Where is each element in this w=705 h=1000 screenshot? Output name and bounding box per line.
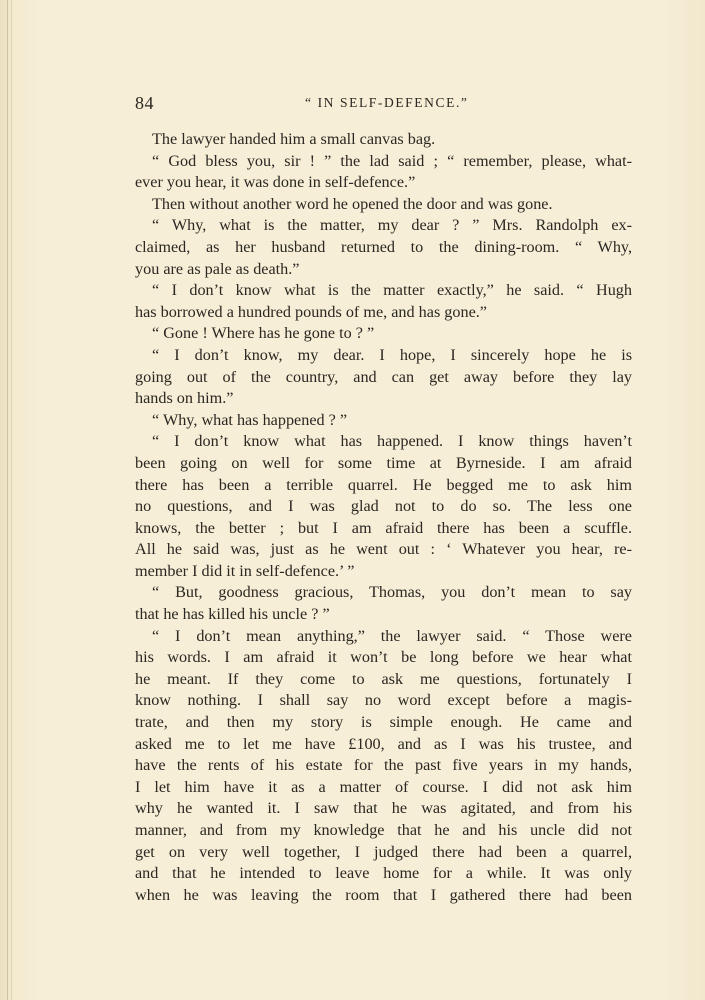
text-line: All he said was, just as he went out : ‘ Whatever you hear, re- (135, 540, 632, 559)
text-line: “ Why, what is the matter, my dear ? ” Mrs. Randolph ex- (152, 216, 632, 235)
text-line: that he has killed his uncle ? ” (135, 605, 330, 624)
body-text (135, 129, 632, 906)
text-line: “ I don’t mean anything,” the lawyer said. “ Those were (152, 626, 632, 645)
text-line: you are as pale as death.” (135, 259, 300, 278)
text-line: I let him have it as a matter of course. I did not ask him (135, 777, 632, 796)
text-line: “ But, goodness gracious, Thomas, you don’t mean to say (152, 583, 632, 602)
text-line: knows, the better ; but I am afraid there has been a scuffle. (135, 518, 632, 537)
binding-edge-inner (11, 0, 12, 1000)
text-line: going out of the country, and can get away before they lay (135, 367, 632, 386)
text-line: hands on him.” (135, 389, 234, 408)
text-line: asked me to let me have £100, and as I was his trustee, and (135, 734, 632, 753)
text-line: “ God bless you, sir ! ” the lad said ; “ remember, please, what- (152, 151, 632, 170)
text-line: there has been a terrible quarrel. He begged me to ask him (135, 475, 632, 494)
text-line: get on very well together, I judged there had been a quarrel, (135, 842, 632, 861)
text-line: “ Why, what has happened ? ” (152, 410, 348, 429)
text-line: “ Gone ! Where has he gone to ? ” (152, 324, 375, 343)
text-line: “ I don’t know what is the matter exactly,” he said. “ Hugh (152, 281, 632, 300)
text-line: and that he intended to leave home for a while. It was only (135, 864, 632, 883)
text-line: ever you hear, it was done in self-defence.” (135, 173, 416, 192)
page-number: 84 (135, 93, 154, 113)
text-line: “ I don’t know what has happened. I know things haven’t (152, 432, 632, 451)
text-line: have the rents of his estate for the past five years in my hands, (135, 756, 632, 775)
text-line: has borrowed a hundred pounds of me, and has gone.” (135, 302, 487, 321)
text-line: “ I don’t know, my dear. I hope, I sincerely hope he is (152, 345, 632, 364)
text-line: manner, and from my knowledge that he and his uncle did not (135, 821, 632, 839)
text-line: why he wanted it. I saw that he was agitated, and from his (135, 799, 632, 818)
text-line: when he was leaving the room that I gathered there had been (135, 885, 632, 904)
running-title: “ IN SELF-DEFENCE.” (305, 95, 469, 110)
text-line: Then without another word he opened the door and was gone. (152, 194, 553, 213)
text-line: member I did it in self-defence.’ ” (135, 561, 355, 580)
text-line: he meant. If they come to ask me questions, fortunately I (135, 669, 632, 688)
text-line: The lawyer handed him a small canvas bag. (152, 130, 436, 148)
text-line: claimed, as her husband returned to the dining-room. “ Why, (135, 237, 632, 256)
running-head (135, 93, 632, 115)
text-line: been going on well for some time at Byrneside. I am afraid (135, 453, 632, 472)
text-line: no questions, and I was glad not to do so. The less one (135, 497, 632, 516)
text-line: trate, and then my story is simple enough. He came and (135, 713, 632, 732)
text-line: his words. I am afraid it won’t be long before we hear what (135, 648, 632, 667)
binding-edge (7, 0, 8, 1000)
text-line: know nothing. I shall say no word except before a magis- (135, 691, 632, 710)
